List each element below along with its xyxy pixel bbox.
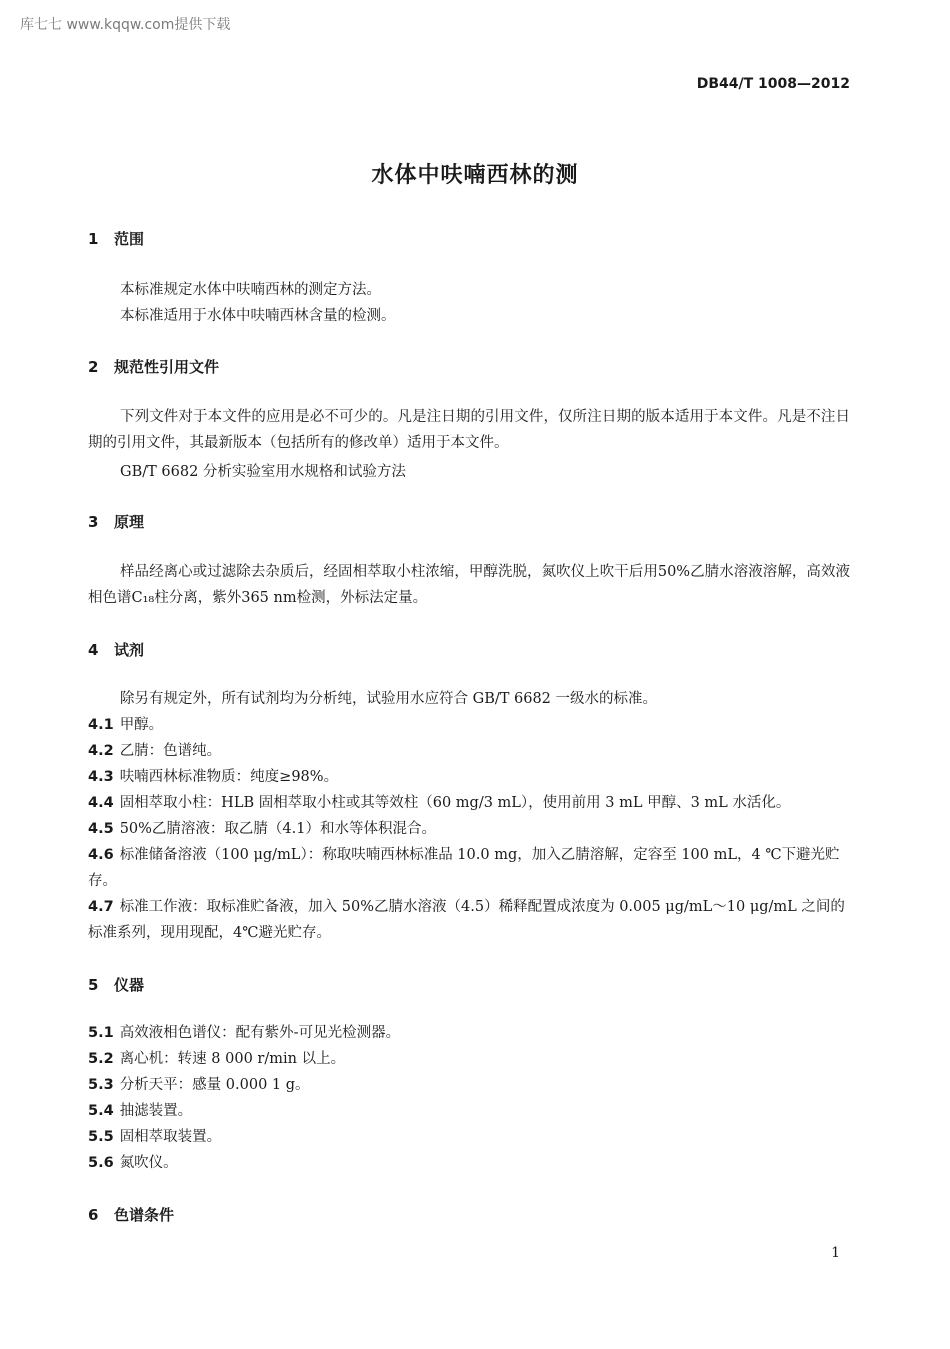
section-title: 范围 [114, 230, 145, 248]
item-text: 分析天平：感量 0.000 1 g。 [119, 1077, 310, 1093]
list-item [88, 1098, 850, 1124]
list-item [88, 816, 850, 842]
scope-line-1: 本标准规定水体中呋喃西林的测定方法。 [120, 282, 381, 298]
watermark: 库七七 www.kqqw.com提供下载 [20, 17, 231, 33]
list-item [88, 1124, 850, 1150]
item-number: 5.4 [88, 1103, 114, 1119]
list-item [88, 1072, 850, 1098]
item-text: 氮吹仪。 [119, 1155, 178, 1171]
list-item [88, 1020, 850, 1046]
section-1-heading [88, 228, 144, 249]
item-text: 50%乙腈溶液：取乙腈（4.1）和水等体积混合。 [119, 821, 436, 837]
normative-paragraph: 下列文件对于本文件的应用是必不可少的。凡是注日期的引用文件，仅所注日期的版本适用于本文件。凡是不注日期的引用文件，其最新版本（包括所有的修改单）适用于本文件。 [88, 409, 850, 451]
reagents-paragraph: 除另有规定外，所有试剂均为分析纯，试验用水应符合 GB/T 6682 一级水的标准。 [120, 691, 658, 707]
item-number: 5.2 [88, 1051, 114, 1067]
item-text: 甲醇。 [119, 717, 164, 733]
item-number: 4.5 [88, 821, 114, 837]
item-text: 抽滤装置。 [119, 1103, 193, 1119]
item-text: 呋喃西林标准物质：纯度≥98%。 [119, 769, 339, 785]
page-number: 1 [831, 1245, 840, 1261]
item-number: 5.5 [88, 1129, 114, 1145]
item-text: 固相萃取装置。 [119, 1129, 222, 1145]
item-number: 5.1 [88, 1025, 114, 1041]
list-item [88, 1046, 850, 1072]
list-item [88, 712, 850, 738]
section-2-heading [88, 356, 219, 377]
item-text: 高效液相色谱仪：配有紫外-可见光检测器。 [119, 1025, 401, 1041]
item-text: 标准工作液：取标准贮备液，加入 50%乙腈水溶液（4.5）稀释配置成浓度为 0.005 μg/mL～10 μg/mL 之间的标准系列，现用现配，4℃避光贮存。 [88, 899, 845, 941]
scope-line-2: 本标准适用于水体中呋喃西林含量的检测。 [120, 308, 396, 324]
document-code: DB44/T 1008—2012 [696, 76, 850, 92]
section-number: 2 [88, 358, 99, 376]
section-title: 原理 [114, 513, 145, 531]
list-item [88, 842, 850, 894]
section-title: 色谱条件 [114, 1206, 175, 1224]
item-text: 离心机：转速 8 000 r/min 以上。 [119, 1051, 346, 1067]
section-5-heading [88, 974, 144, 995]
page-title: 水体中呋喃西林的测 [371, 163, 579, 188]
section-number: 3 [88, 513, 99, 531]
item-text: 乙腈：色谱纯。 [119, 743, 222, 759]
list-item [88, 894, 850, 946]
item-number: 4.2 [88, 743, 114, 759]
item-text: 固相萃取小柱：HLB 固相萃取小柱或其等效柱（60 mg/3 mL），使用前用 3 mL 甲醇、3 mL 水活化。 [119, 795, 791, 811]
section-title: 仪器 [114, 976, 145, 994]
section-4-heading [88, 639, 144, 660]
item-number: 4.3 [88, 769, 114, 785]
list-item [88, 790, 850, 816]
principle-paragraph: 样品经离心或过滤除去杂质后，经固相萃取小柱浓缩，甲醇洗脱，氮吹仪上吹干后用50%乙腈水溶液溶解，高效液相色谱C₁₈柱分离，紫外365 nm检测，外标法定量。 [88, 564, 850, 606]
item-number: 5.6 [88, 1155, 114, 1171]
list-item [88, 764, 850, 790]
list-item [88, 1150, 850, 1176]
section-3-heading [88, 511, 144, 532]
item-number: 4.6 [88, 847, 114, 863]
section-title: 规范性引用文件 [114, 358, 220, 376]
item-number: 4.4 [88, 795, 114, 811]
item-number: 4.1 [88, 717, 114, 733]
section-number: 4 [88, 641, 99, 659]
section-title: 试剂 [114, 641, 145, 659]
section-number: 6 [88, 1206, 99, 1224]
item-number: 4.7 [88, 899, 114, 915]
item-number: 5.3 [88, 1077, 114, 1093]
item-text: 标准储备溶液（100 μg/mL）：称取呋喃西林标准品 10.0 mg，加入乙腈溶解，定容至 100 mL，4 ℃下避光贮存。 [88, 847, 840, 889]
list-item [88, 738, 850, 764]
section-number: 5 [88, 976, 99, 994]
section-number: 1 [88, 230, 99, 248]
normative-reference: GB/T 6682 分析实验室用水规格和试验方法 [120, 464, 406, 480]
section-6-heading [88, 1204, 174, 1225]
